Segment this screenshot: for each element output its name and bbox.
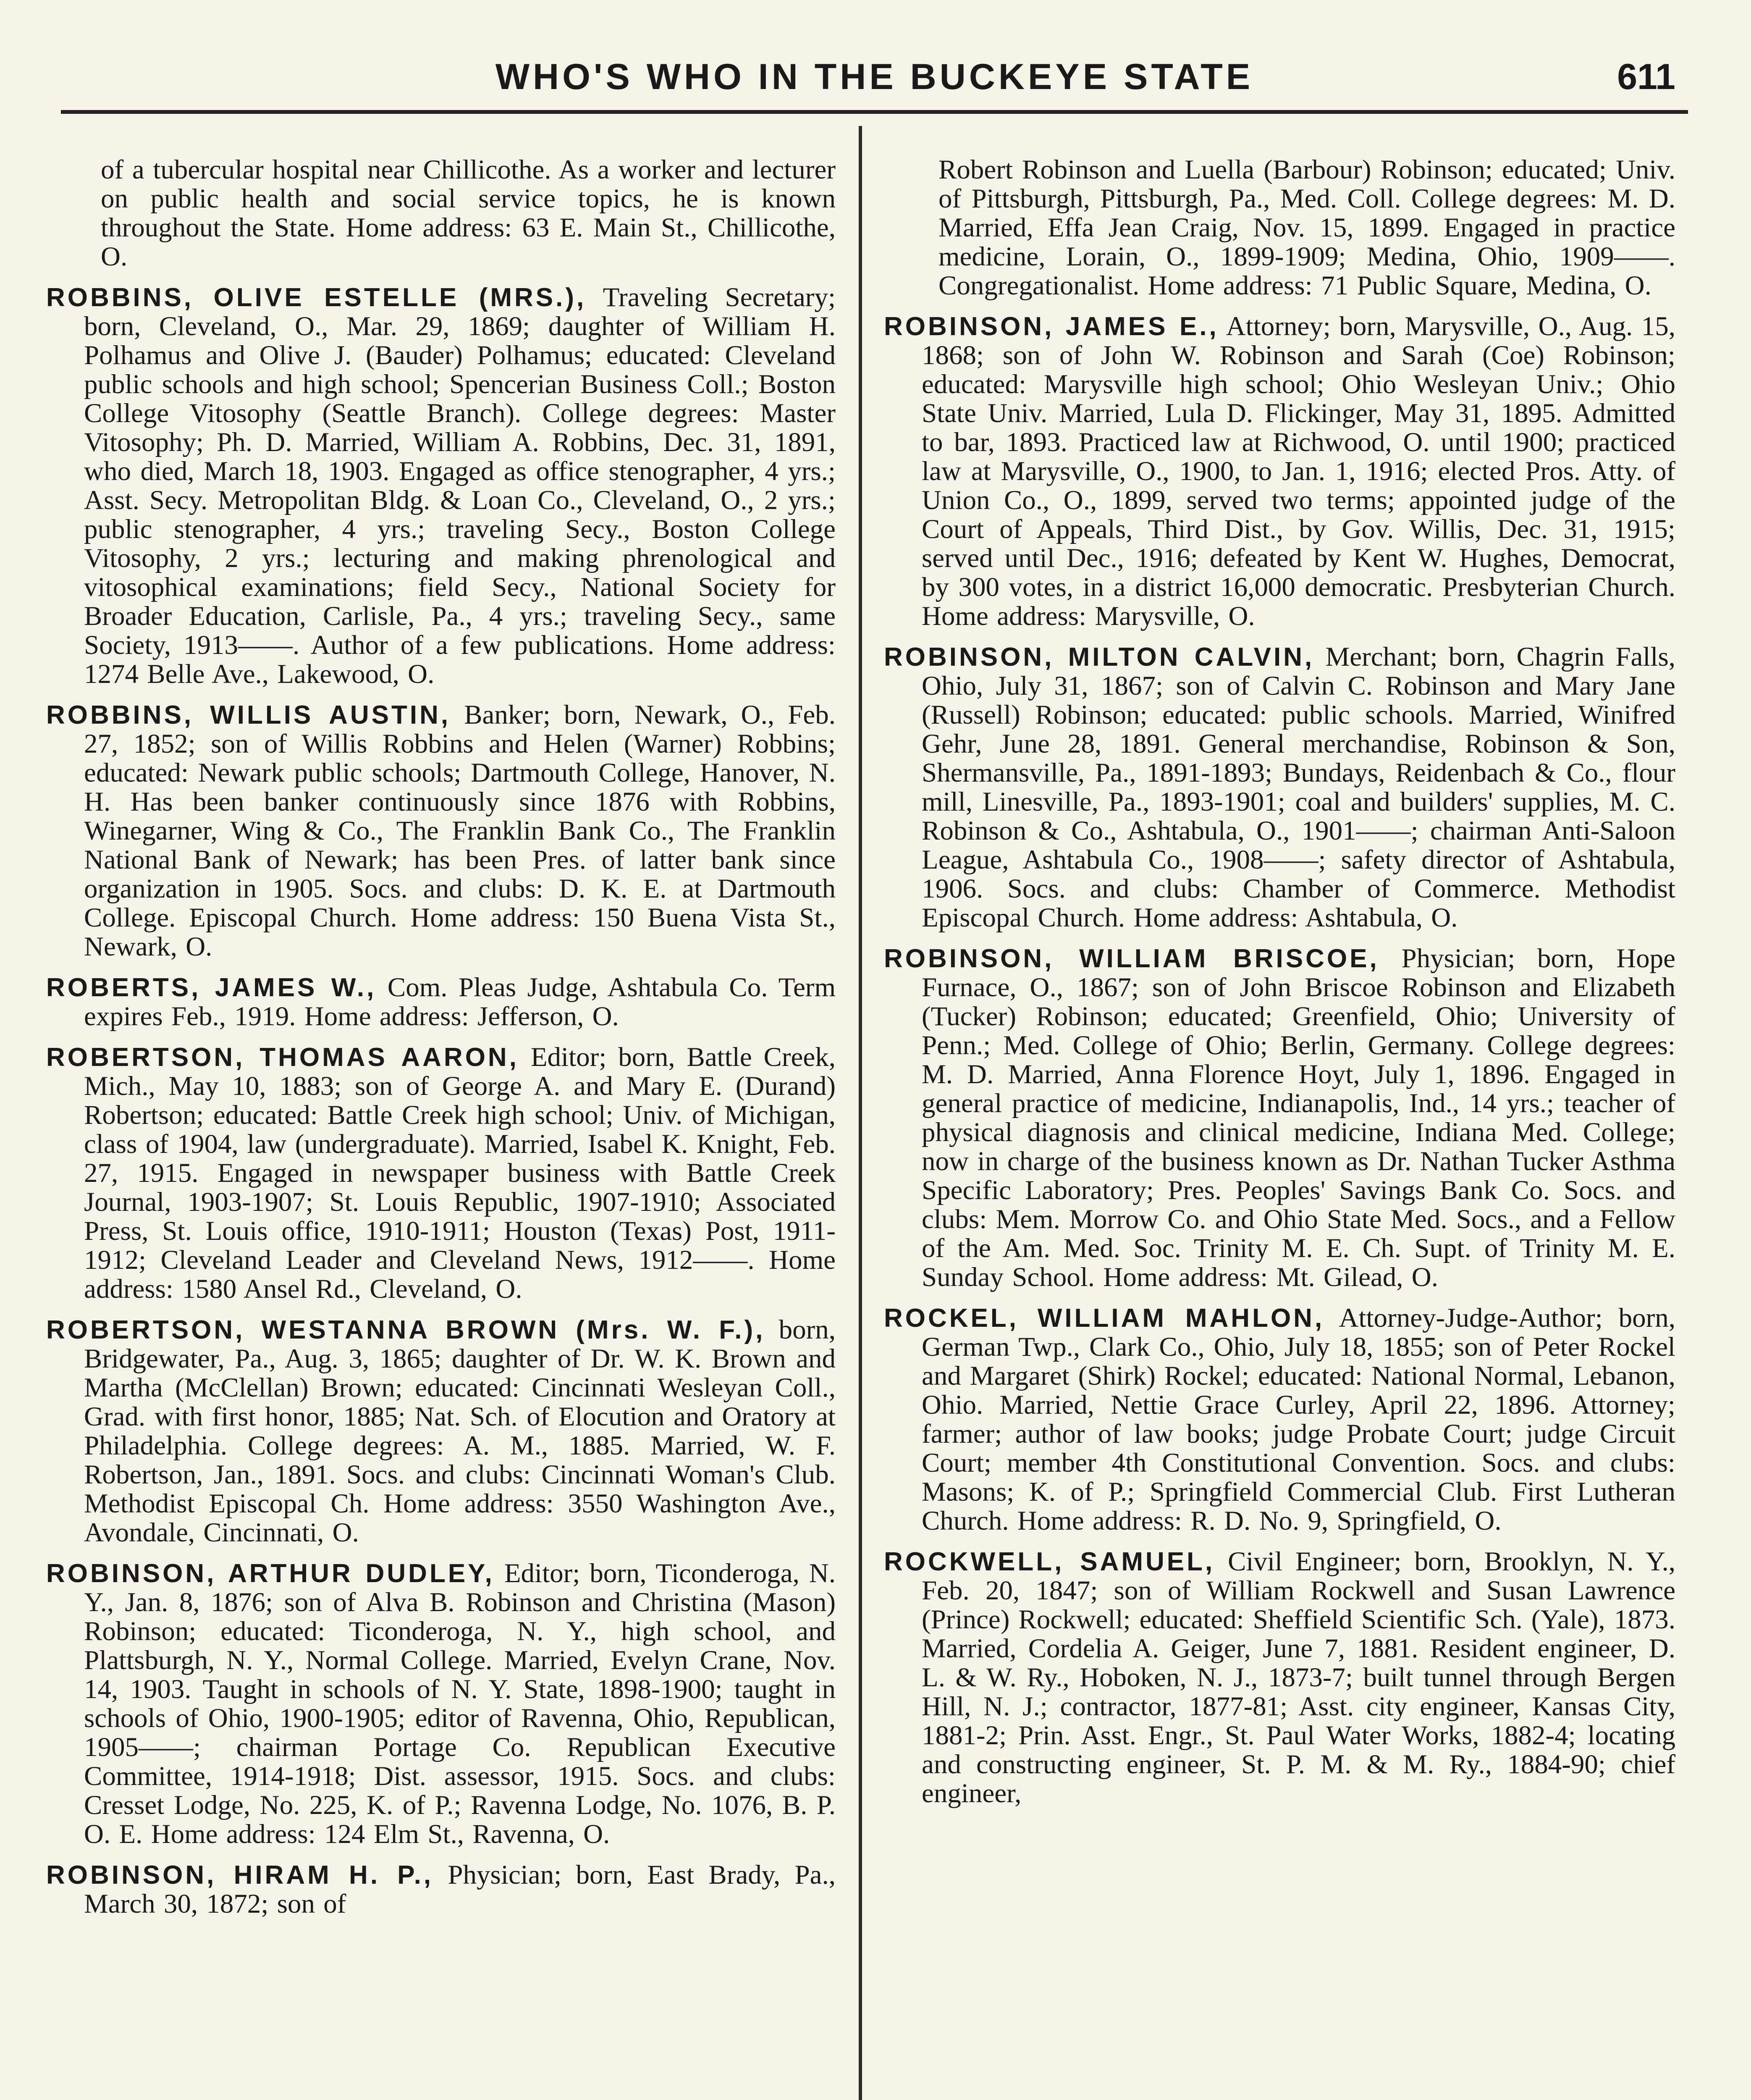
- biography-entry: [46, 973, 836, 1031]
- entry-name: ROBBINS, WILLIS AUSTIN,: [46, 701, 451, 730]
- biography-entry: [884, 1304, 1675, 1536]
- left-column: [46, 155, 836, 2100]
- entry-name: ROBINSON, WILLIAM BRISCOE,: [884, 944, 1379, 973]
- entry-text: Editor; born, Ticonderoga, N. Y., Jan. 8, 1876; son of Alva B. Robinson and Christina (Mason) Robinson; educated: Ticonderoga, N. Y., high school, and Plattsburgh, N. Y., Normal College. Married, Evelyn Crane, Nov. 14, 1903. Taught in schools of N. Y. State, 1898-1900; taught in schools of Ohio, 1900-1905; editor of Ravenna, Ohio, Republican, 1905——; chairman Portage Co. Republican Executive Committee, 1914-1918; Dist. assessor, 1915. Socs. and clubs: Cresset Lodge, No. 225, K. of P.; Ravenna Lodge, No. 1076, B. P. O. E. Home address: 124 Elm St., Ravenna, O.: [84, 1558, 836, 1849]
- biography-entry: [46, 1315, 836, 1547]
- entry-text: Attorney; born, Marysville, O., Aug. 15, 1868; son of John W. Robinson and Sarah (Coe) Robinson; educated: Marysville high school; Ohio Wesleyan Univ.; Ohio State Univ. Married, Lula D. Flickinger, May 31, 1895. Admitted to bar, 1893. Practiced law at Richwood, O. until 1900; practiced law at Marysville, O., 1900, to Jan. 1, 1916; elected Pros. Atty. of Union Co., O., 1899, served two terms; appointed judge of the Court of Appeals, Third Dist., by Gov. Willis, Dec. 31, 1915; served until Dec., 1916; defeated by Kent W. Hughes, Democrat, by 300 votes, in a district 16,000 democratic. Presbyterian Church. Home address: Marysville, O.: [922, 311, 1675, 631]
- biography-entry: [46, 1559, 836, 1849]
- running-header: [61, 47, 1688, 114]
- right-column: [884, 155, 1675, 2100]
- continued-entry-text: Robert Robinson and Luella (Barbour) Robinson; educated; Univ. of Pittsburgh, Pittsburgh, Pa., Med. Coll. College degrees: M. D. Married, Effa Jean Craig, Nov. 15, 1899. Engaged in practice medicine, Lorain, O., 1899-1909; Medina, Ohio, 1909——. Congregationalist. Home address: 71 Public Square, Medina, O.: [938, 155, 1675, 301]
- page-number: 611: [1617, 57, 1675, 97]
- entry-name: ROCKWELL, SAMUEL,: [884, 1547, 1215, 1576]
- biography-entry: [884, 944, 1675, 1292]
- entry-name: ROBINSON, MILTON CALVIN,: [884, 643, 1315, 672]
- entry-text: Com. Pleas Judge, Ashtabula Co. Term expires Feb., 1919. Home address: Jefferson, O.: [84, 972, 836, 1032]
- entry-text: Attorney-Judge-Author; born, German Twp., Clark Co., Ohio, July 18, 1855; son of Peter Rockel and Margaret (Shirk) Rockel; educated: National Normal, Lebanon, Ohio. Married, Nettie Grace Curley, April 22, 1896. Attorney; farmer; author of law books; judge Probate Court; judge Circuit Court; member 4th Constitutional Convention. Socs. and clubs: Masons; K. of P.; Springfield Commercial Club. First Lutheran Church. Home address: R. D. No. 9, Springfield, O.: [922, 1303, 1675, 1536]
- biography-entry: [884, 643, 1675, 932]
- entry-text: Physician; born, East Brady, Pa., March 30, 1872; son of: [84, 1860, 836, 1919]
- biography-entry: [46, 701, 836, 961]
- entry-text: Civil Engineer; born, Brooklyn, N. Y., Feb. 20, 1847; son of William Rockwell and Susan Lawrence (Prince) Rockwell; educated: Sheffield Scientific Sch. (Yale), 1873. Married, Cordelia A. Geiger, June 7, 1881. Resident engineer, D. L. & W. Ry., Hoboken, N. J., 1873-7; built tunnel through Bergen Hill, N. J.; contractor, 1877-81; Asst. city engineer, Kansas City, 1881-2; Prin. Asst. Engr., St. Paul Water Works, 1882-4; locating and constructing engineer, St. P. M. & M. Ry., 1884-90; chief engineer,: [922, 1546, 1675, 1809]
- entry-text: Editor; born, Battle Creek, Mich., May 10, 1883; son of George A. and Mary E. (Durand) Robertson; educated: Battle Creek high school; Univ. of Michigan, class of 1904, law (undergraduate). Married, Isabel K. Knight, Feb. 27, 1915. Engaged in newspaper business with Battle Creek Journal, 1903-1907; St. Louis Republic, 1907-1910; Associated Press, St. Louis office, 1910-1911; Houston (Texas) Post, 1911-1912; Cleveland Leader and Cleveland News, 1912——. Home address: 1580 Ansel Rd., Cleveland, O.: [84, 1042, 836, 1304]
- biography-entry: [46, 1861, 836, 1919]
- column-divider: [859, 126, 862, 2100]
- header-title: WHO'S WHO IN THE BUCKEYE STATE: [495, 57, 1254, 97]
- biography-entry: [884, 1547, 1675, 1808]
- entry-text: Banker; born, Newark, O., Feb. 27, 1852; son of Willis Robbins and Helen (Warner) Robbins; educated: Newark public schools; Dartmouth College, Hanover, N. H. Has been banker continuously since 1876 with Robbins, Winegarner, Wing & Co., The Franklin Bank Co., The Franklin National Bank of Newark; has been Pres. of latter bank since organization in 1905. Socs. and clubs: D. K. E. at Dartmouth College. Episcopal Church. Home address: 150 Buena Vista St., Newark, O.: [84, 700, 836, 962]
- entry-text: Merchant; born, Chagrin Falls, Ohio, July 31, 1867; son of Calvin C. Robinson and Mary Jane (Russell) Robinson; educated: public schools. Married, Winifred Gehr, June 28, 1891. General merchandise, Robinson & Son, Shermansville, Pa., 1891-1893; Bundays, Reidenbach & Co., flour mill, Linesville, Pa., 1893-1901; coal and builders' supplies, M. C. Robinson & Co., Ashtabula, O., 1901——; chairman Anti-Saloon League, Ashtabula Co., 1908——; safety director of Ashtabula, 1906. Socs. and clubs: Chamber of Commerce. Methodist Episcopal Church. Home address: Ashtabula, O.: [922, 642, 1675, 933]
- entry-text: Traveling Secretary; born, Cleveland, O., Mar. 29, 1869; daughter of William H. Polhamus and Olive J. (Bauder) Polhamus; educated: Cleveland public schools and high school; Spencerian Business Coll.; Boston College Vitosophy (Seattle Branch). College degrees: Master Vitosophy; Ph. D. Married, William A. Robbins, Dec. 31, 1891, who died, March 18, 1903. Engaged as office stenographer, 4 yrs.; Asst. Secy. Metropolitan Bldg. & Loan Co., Cleveland, O., 2 yrs.; public stenographer, 4 yrs.; traveling Secy., Boston College Vitosophy, 2 yrs.; lecturing and making phrenological and vitosophical examinations; field Secy., National Society for Broader Education, Carlisle, Pa., 4 yrs.; traveling Secy., same Society, 1913——. Author of a few publications. Home address: 1274 Belle Ave., Lakewood, O.: [84, 282, 836, 689]
- biography-entry: [46, 1043, 836, 1304]
- entry-text: born, Bridgewater, Pa., Aug. 3, 1865; daughter of Dr. W. K. Brown and Martha (McClellan) Brown; educated: Cincinnati Wesleyan Coll., Grad. with first honor, 1885; Nat. Sch. of Elocution and Oratory at Philadelphia. College degrees: A. M., 1885. Married, W. F. Robertson, Jan., 1891. Socs. and clubs: Cincinnati Woman's Club. Methodist Episcopal Ch. Home address: 3550 Washington Ave., Avondale, Cincinnati, O.: [84, 1315, 836, 1548]
- continued-entry-text: of a tubercular hospital near Chillicothe. As a worker and lecturer on public health and social service topics, he is known throughout the State. Home address: 63 E. Main St., Chillicothe, O.: [101, 155, 836, 272]
- entry-name: ROBINSON, JAMES E.,: [884, 312, 1219, 341]
- biography-entry: [884, 312, 1675, 631]
- entry-name: ROCKEL, WILLIAM MAHLON,: [884, 1304, 1325, 1333]
- entry-text: Physician; born, Hope Furnace, O., 1867; son of John Briscoe Robinson and Elizabeth (Tucker) Robinson; educated; Greenfield, Ohio; University of Penn.; Med. College of Ohio; Berlin, Germany. College degrees: M. D. Married, Anna Florence Hoyt, July 1, 1896. Engaged in general practice of medicine, Indianapolis, Ind., 14 yrs.; teacher of physical diagnosis and clinical medicine, Indiana Med. College; now in charge of the business known as Dr. Nathan Tucker Asthma Specific Laboratory; Pres. Peoples' Savings Bank Co. Socs. and clubs: Mem. Morrow Co. and Ohio State Med. Socs., and a Fellow of the Am. Med. Soc. Trinity M. E. Ch. Supt. of Trinity M. E. Sunday School. Home address: Mt. Gilead, O.: [922, 943, 1675, 1292]
- entry-name: ROBINSON, HIRAM H. P.,: [46, 1861, 434, 1890]
- entry-name: ROBBINS, OLIVE ESTELLE (MRS.),: [46, 283, 587, 312]
- entry-name: ROBINSON, ARTHUR DUDLEY,: [46, 1559, 495, 1588]
- entry-name: ROBERTSON, THOMAS AARON,: [46, 1043, 519, 1072]
- entry-name: ROBERTS, JAMES W.,: [46, 973, 377, 1002]
- biography-entry: [46, 283, 836, 689]
- entry-name: ROBERTSON, WESTANNA BROWN (Mrs. W. F.),: [46, 1315, 765, 1344]
